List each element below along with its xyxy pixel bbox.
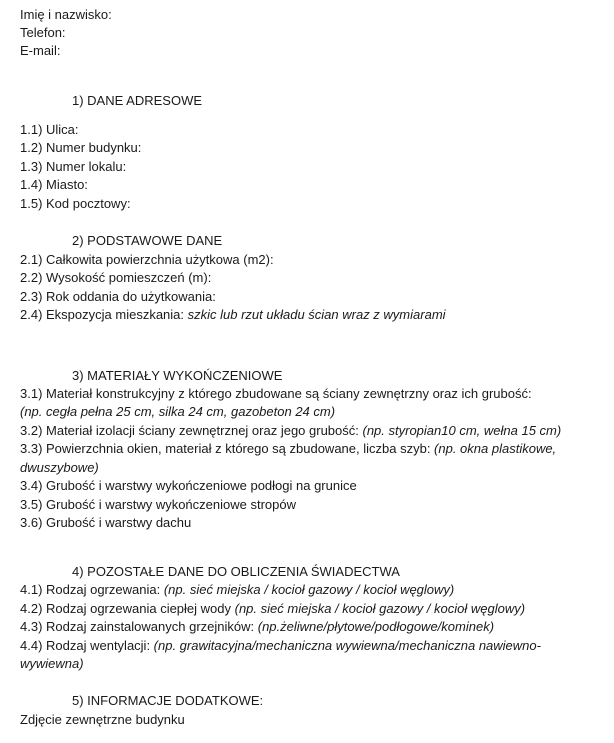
field-1-4: 1.4) Miasto: — [20, 177, 88, 192]
field-4-1 — [20, 581, 454, 599]
field-3-3-hint-cont: dwuszybowe) — [20, 460, 99, 475]
section-4-heading: 4) POZOSTAŁE DANE DO OBLICZENIA ŚWIADECTWA — [72, 564, 400, 579]
field-4-1-label: 4.1) Rodzaj ogrzewania: — [20, 582, 164, 597]
field-3-2 — [20, 422, 561, 440]
field-2-4 — [20, 306, 446, 324]
field-2-2: 2.2) Wysokość pomieszczeń (m): — [20, 270, 212, 285]
field-3-1: 3.1) Materiał konstrukcyjny z którego zbudowane są ściany zewnętrzny oraz ich grubość: — [20, 386, 532, 401]
field-1-1: 1.1) Ulica: — [20, 122, 79, 137]
field-4-1-hint: (np. sieć miejska / kocioł gazowy / kocioł węglowy) — [163, 582, 455, 597]
field-2-4-hint: szkic lub rzut układu ścian wraz z wymiarami — [187, 307, 446, 322]
field-4-3 — [20, 618, 494, 636]
field-4-2-hint: (np. sieć miejska / kocioł gazowy / kocioł węglowy) — [234, 601, 526, 616]
field-3-1-hint: (np. cegła pełna 25 cm, silka 24 cm, gazobeton 24 cm) — [20, 404, 336, 419]
section-1-heading: 1) DANE ADRESOWE — [72, 93, 203, 108]
field-4-3-label: 4.3) Rodzaj zainstalowanych grzejników: — [20, 619, 258, 634]
contact-email-label: E-mail: — [20, 43, 61, 58]
field-3-3-hint: (np. okna plastikowe, — [434, 441, 557, 456]
field-4-4 — [20, 637, 541, 655]
section-5-heading: 5) INFORMACJE DODATKOWE: — [72, 693, 264, 708]
field-4-2-label: 4.2) Rodzaj ogrzewania ciepłej wody — [20, 601, 235, 616]
field-3-3 — [20, 440, 556, 458]
field-1-2: 1.2) Numer budynku: — [20, 140, 142, 155]
section-2-heading: 2) PODSTAWOWE DANE — [72, 233, 223, 248]
contact-phone-label: Telefon: — [20, 25, 66, 40]
section-3-heading: 3) MATERIAŁY WYKOŃCZENIOWE — [72, 368, 283, 383]
field-4-4-label: 4.4) Rodzaj wentylacji: — [20, 638, 154, 653]
field-3-2-hint: (np. styropian10 cm, wełna 15 cm) — [362, 423, 562, 438]
field-4-3-hint: (np.żeliwne/płytowe/podłogowe/kominek) — [257, 619, 495, 634]
field-1-5: 1.5) Kod pocztowy: — [20, 196, 131, 211]
field-1-3: 1.3) Numer lokalu: — [20, 159, 127, 174]
field-3-4: 3.4) Grubość i warstwy wykończeniowe podłogi na grunice — [20, 478, 357, 493]
field-3-3-label: 3.3) Powierzchnia okien, materiał z którego są zbudowane, liczba szyb: — [20, 441, 435, 456]
field-3-5: 3.5) Grubość i warstwy wykończeniowe stropów — [20, 497, 296, 512]
field-3-2-label: 3.2) Materiał izolacji ściany zewnętrznej oraz jego grubość: — [20, 423, 363, 438]
field-2-4-label: 2.4) Ekspozycja mieszkania: — [20, 307, 188, 322]
field-2-3: 2.3) Rok oddania do użytkowania: — [20, 289, 216, 304]
field-2-1: 2.1) Całkowita powierzchnia użytkowa (m2): — [20, 252, 274, 267]
field-5-1: Zdjęcie zewnętrzne budynku — [20, 712, 185, 727]
field-4-2 — [20, 600, 525, 618]
field-4-4-hint-cont: wywiewna) — [20, 656, 84, 671]
field-4-4-hint: (np. grawitacyjna/mechaniczna wywiewna/mechaniczna nawiewno- — [153, 638, 541, 653]
contact-name-label: Imię i nazwisko: — [20, 7, 112, 22]
field-3-6: 3.6) Grubość i warstwy dachu — [20, 515, 192, 530]
